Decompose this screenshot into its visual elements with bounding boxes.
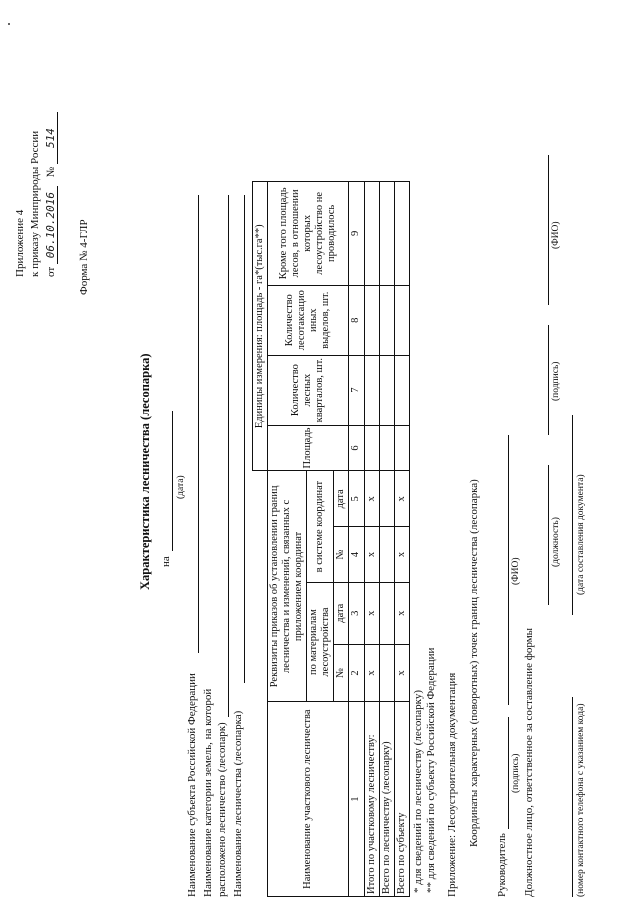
table-cell[interactable] — [379, 471, 394, 527]
col-number: 2 — [349, 644, 364, 702]
table-cell[interactable]: х — [364, 582, 379, 644]
table-cell[interactable]: х — [394, 644, 409, 702]
table-cell[interactable] — [379, 644, 394, 702]
phone-line[interactable] — [572, 697, 573, 897]
col-in-system-header: в системе координат — [307, 471, 334, 582]
col-number: 7 — [349, 355, 364, 425]
date-caption: (дата) — [176, 475, 186, 499]
title-na: на — [160, 556, 172, 567]
doc-date-caption: (дата составления документа) — [576, 474, 586, 595]
appendix-label: Приложение 4 — [14, 209, 26, 277]
table-row — [394, 182, 409, 897]
characteristics-table — [252, 181, 410, 897]
number-prefix: № — [45, 166, 57, 178]
table-cell[interactable]: х — [394, 582, 409, 644]
scan-speck — [8, 23, 10, 25]
table-cell[interactable] — [394, 355, 409, 425]
responsible-fio-caption: (ФИО) — [551, 221, 561, 249]
table-cell[interactable]: х — [394, 471, 409, 527]
col-number: 5 — [349, 471, 364, 527]
responsible-label: Должностное лицо, ответственное за составление формы — [523, 627, 535, 897]
col-by-materials-header: по материалам лесоустройства — [307, 582, 334, 702]
table-cell[interactable]: х — [364, 471, 379, 527]
table-cell[interactable] — [379, 425, 394, 471]
table-cell[interactable] — [364, 425, 379, 471]
field-category: Наименование категории земель, на которой — [202, 688, 214, 897]
field-subject-line[interactable] — [198, 195, 199, 653]
col-area-header: Площадь — [268, 425, 349, 471]
table-cell[interactable]: х — [394, 527, 409, 583]
col-number: 9 — [349, 182, 364, 286]
head-fio-caption: (ФИО) — [511, 557, 521, 585]
row-label: Всего по лесничеству (лесопарку) — [379, 702, 394, 897]
coordinates-label: Координаты характерных (поворотных) точек границ лесничества (лесопарка) — [468, 479, 480, 847]
table-row — [379, 182, 394, 897]
table-cell[interactable] — [379, 582, 394, 644]
footnote-subject: ** для сведений по субъекту Российской Федерации — [425, 647, 437, 893]
order-label: к приказу Минприроды России — [29, 130, 41, 277]
table-cell[interactable] — [364, 285, 379, 355]
col-requisites-header: Реквизиты приказов об установлении границ лесничества и изменений, связанных с приложением координат — [268, 471, 307, 702]
attachment-label: Приложение: Лесоустроительная документация — [446, 672, 458, 897]
position-caption: (должность) — [551, 517, 561, 567]
field-forestry: Наименование лесничества (лесопарка) — [232, 710, 244, 897]
row-label: Итого по участковому лесничеству: — [364, 702, 379, 897]
table-cell[interactable] — [379, 285, 394, 355]
doc-date-line[interactable] — [572, 415, 573, 615]
col-except-header: Кроме того площадь лесов, в отношении которых лесоустройство не проводилось — [268, 182, 349, 286]
column-numbers-row — [349, 182, 364, 897]
head-fio-line[interactable] — [508, 435, 509, 705]
col-subdivisions-header: Количество лесотаксацио иных выделов, шт. — [268, 285, 349, 355]
page-title: Характеристика лесничества (лесопарка) — [138, 353, 152, 590]
responsible-sign-line[interactable] — [548, 325, 549, 435]
table-row — [364, 182, 379, 897]
table-cell[interactable]: х — [364, 527, 379, 583]
phone-caption: (номер контактного телефона с указанием кода) — [576, 703, 586, 897]
col-date-1: дата — [334, 582, 349, 644]
col-no-2: № — [334, 527, 349, 583]
col-no-1: № — [334, 644, 349, 702]
table-cell[interactable] — [379, 182, 394, 286]
col-name-header: Наименование участкового лесничества — [268, 702, 349, 897]
col-number: 4 — [349, 527, 364, 583]
form-number: Форма № 4-ГЛР — [78, 219, 90, 295]
order-from-line — [44, 112, 58, 277]
field-forestry-line[interactable] — [244, 195, 245, 683]
order-date-handwritten: 06.10.2016 — [44, 186, 58, 264]
field-subject: Наименование субъекта Российской Федерации — [186, 673, 198, 897]
table-cell[interactable] — [364, 355, 379, 425]
table-cell[interactable] — [394, 285, 409, 355]
table-cell[interactable] — [394, 425, 409, 471]
head-sign-caption: (подпись) — [511, 753, 521, 793]
order-number-handwritten: 514 — [44, 112, 58, 164]
table-cell[interactable] — [394, 182, 409, 286]
col-number: 8 — [349, 285, 364, 355]
from-prefix: от — [45, 266, 57, 277]
col-number: 3 — [349, 582, 364, 644]
table-cell[interactable] — [379, 355, 394, 425]
table-cell[interactable] — [364, 182, 379, 286]
row-label: Всего по субъекту — [394, 702, 409, 897]
field-category-2: расположено лесничество (лесопарк) — [216, 722, 228, 897]
responsible-fio-line[interactable] — [548, 155, 549, 305]
col-date-2: дата — [334, 471, 349, 527]
head-sign-line[interactable] — [508, 717, 509, 829]
footnote-forestry: * для сведений по лесничеству (лесопарку) — [412, 690, 424, 893]
head-label: Руководитель — [496, 833, 508, 897]
table-cell[interactable]: х — [364, 644, 379, 702]
responsible-sign-caption: (подпись) — [551, 361, 561, 401]
responsible-position-line[interactable] — [548, 465, 549, 605]
field-category-line[interactable] — [228, 195, 229, 717]
col-number: 6 — [349, 425, 364, 471]
units-header: Единицы измерения: площадь - га*(тыс.га**) — [253, 182, 268, 472]
table-cell[interactable] — [379, 527, 394, 583]
date-line — [172, 411, 173, 551]
col-number: 1 — [349, 702, 364, 897]
col-quarters-header: Количество лесных кварталов, шт. — [268, 355, 349, 425]
